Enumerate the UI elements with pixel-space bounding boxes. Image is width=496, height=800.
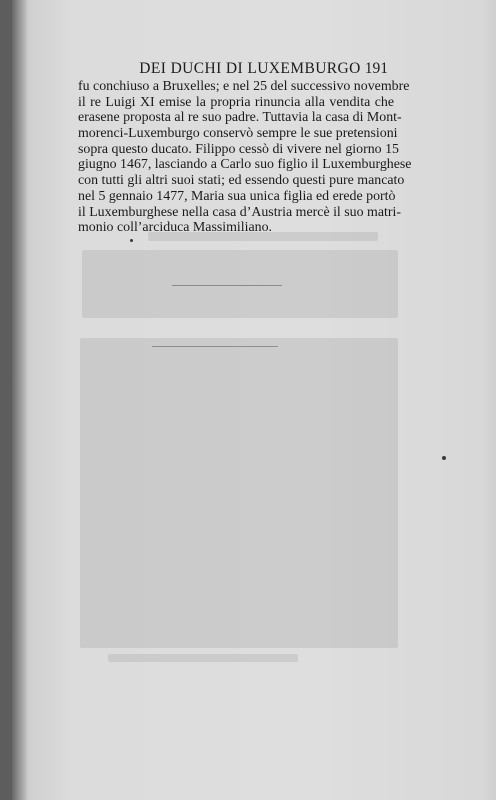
- book-page: [12, 0, 496, 800]
- text-line: il Luxemburghese nella casa d’Austria mercè il suo matri-: [78, 204, 401, 220]
- text-line: il re Luigi XI emise la propria rinuncia alla vendita che: [78, 94, 394, 110]
- text-line: fu conchiuso a Bruxelles; e nel 25 del successivo novembre: [78, 79, 410, 94]
- text-line: morenci-Luxemburgo conservò sempre le sue pretensioni: [78, 126, 398, 142]
- show-through-rule: [172, 285, 282, 286]
- text-line: giugno 1467, lasciando a Carlo suo figlio il Luxemburghese: [78, 157, 412, 173]
- binding-shadow: [12, 0, 28, 800]
- text-line: con tutti gli altri suoi stati; ed essendo questi pure mancato: [78, 173, 405, 189]
- text-line: nel 5 gennaio 1477, Maria sua unica figlia ed erede portò: [78, 188, 396, 204]
- text-line: sopra questo ducato. Filippo cessò di vivere nel giorno 15: [78, 141, 399, 157]
- ink-speck: [442, 456, 446, 460]
- show-through-paragraph: [82, 250, 398, 318]
- body-text: [78, 79, 412, 236]
- show-through-footer: [108, 654, 298, 662]
- show-through-block: [80, 338, 398, 648]
- text-line: erasene proposta al re suo padre. Tuttavia la casa di Mont-: [78, 110, 402, 126]
- running-head: DEI DUCHI DI LUXEMBURGO: [139, 60, 361, 77]
- page-number: 191: [364, 60, 388, 77]
- ink-speck: [130, 239, 133, 242]
- text-line: monio coll’arciduca Massimiliano.: [78, 220, 273, 236]
